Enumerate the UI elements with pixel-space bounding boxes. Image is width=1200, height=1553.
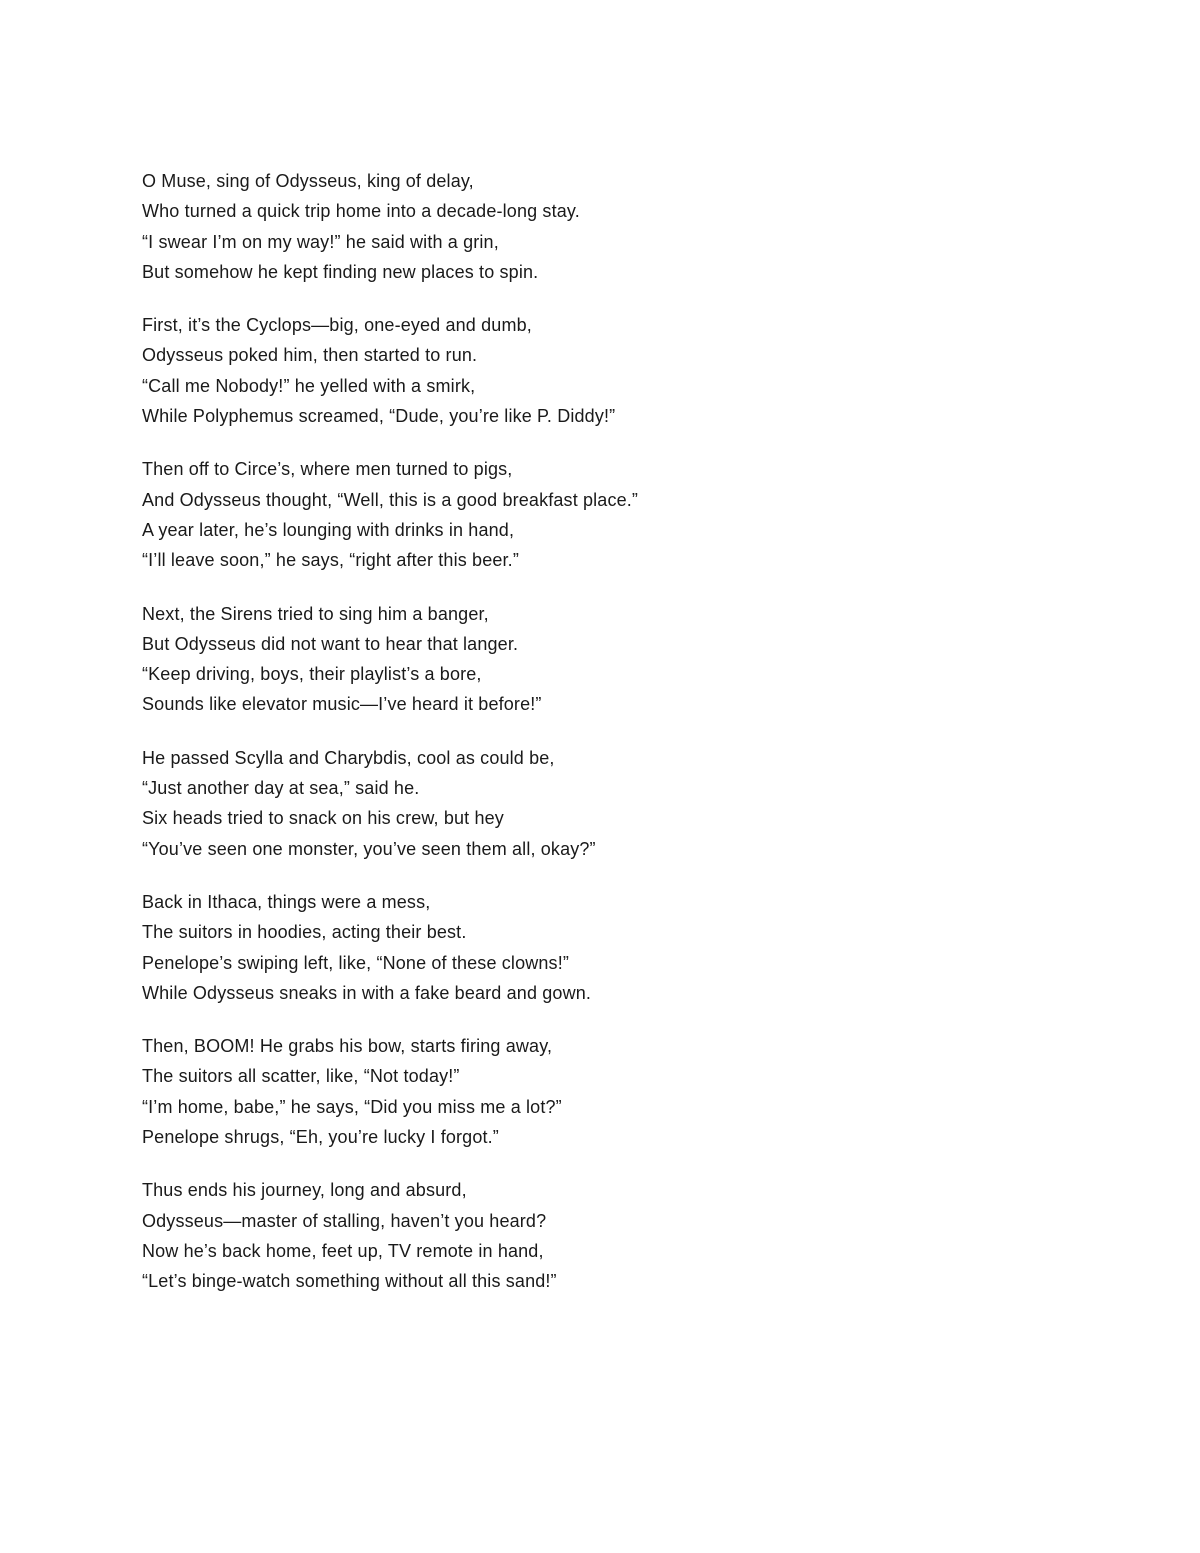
poem-line: Penelope’s swiping left, like, “None of these clowns!” — [142, 952, 569, 973]
poem-line: First, it’s the Cyclops—big, one-eyed and dumb, — [142, 315, 532, 336]
poem-line: Odysseus poked him, then started to run. — [142, 345, 478, 366]
poem-line: Penelope shrugs, “Eh, you’re lucky I forgot.” — [142, 1127, 499, 1148]
poem-line: He passed Scylla and Charybdis, cool as could be, — [142, 747, 555, 768]
stanza-2 — [142, 310, 1102, 431]
poem-line: “I’m home, babe,” he says, “Did you miss me a lot?” — [142, 1096, 562, 1117]
stanza-8 — [142, 1175, 1102, 1296]
stanza-7 — [142, 1031, 1102, 1152]
poem-body — [142, 166, 1102, 1320]
poem-line: “Just another day at sea,” said he. — [142, 778, 420, 799]
poem-line: And Odysseus thought, “Well, this is a good breakfast place.” — [142, 489, 639, 510]
poem-line: The suitors in hoodies, acting their best. — [142, 922, 467, 943]
stanza-1 — [142, 166, 1102, 287]
poem-line: Next, the Sirens tried to sing him a banger, — [142, 603, 489, 624]
poem-line: Odysseus—master of stalling, haven’t you heard? — [142, 1210, 547, 1231]
poem-line: “Let’s binge-watch something without all this sand!” — [142, 1271, 557, 1292]
poem-line: But somehow he kept finding new places to spin. — [142, 261, 539, 282]
poem-line: O Muse, sing of Odysseus, king of delay, — [142, 171, 474, 191]
poem-line: Sounds like elevator music—I’ve heard it before!” — [142, 694, 542, 715]
poem-line: The suitors all scatter, like, “Not today!” — [142, 1066, 460, 1087]
poem-line: “I’ll leave soon,” he says, “right after this beer.” — [142, 550, 519, 571]
poem-line: Thus ends his journey, long and absurd, — [142, 1180, 467, 1201]
poem-line: “I swear I’m on my way!” he said with a grin, — [142, 231, 499, 252]
poem-line: “Call me Nobody!” he yelled with a smirk, — [142, 375, 476, 396]
stanza-3 — [142, 454, 1102, 575]
poem-line: “You’ve seen one monster, you’ve seen them all, okay?” — [142, 838, 596, 859]
poem-line: Then, BOOM! He grabs his bow, starts firing away, — [142, 1036, 553, 1057]
stanza-6 — [142, 887, 1102, 1008]
poem-line: But Odysseus did not want to hear that langer. — [142, 633, 519, 654]
poem-line: “Keep driving, boys, their playlist’s a bore, — [142, 664, 482, 685]
poem-line: Six heads tried to snack on his crew, but hey — [142, 808, 504, 829]
poem-line: Now he’s back home, feet up, TV remote in hand, — [142, 1240, 544, 1261]
poem-line: While Polyphemus screamed, “Dude, you’re like P. Diddy!” — [142, 406, 616, 427]
poem-line: Then off to Circe’s, where men turned to pigs, — [142, 459, 513, 480]
poem-line: While Odysseus sneaks in with a fake beard and gown. — [142, 982, 592, 1003]
stanza-5 — [142, 743, 1102, 864]
poem-line: A year later, he’s lounging with drinks in hand, — [142, 519, 515, 540]
stanza-4 — [142, 599, 1102, 720]
poem-line: Back in Ithaca, things were a mess, — [142, 891, 431, 912]
poem-line: Who turned a quick trip home into a decade-long stay. — [142, 201, 580, 222]
